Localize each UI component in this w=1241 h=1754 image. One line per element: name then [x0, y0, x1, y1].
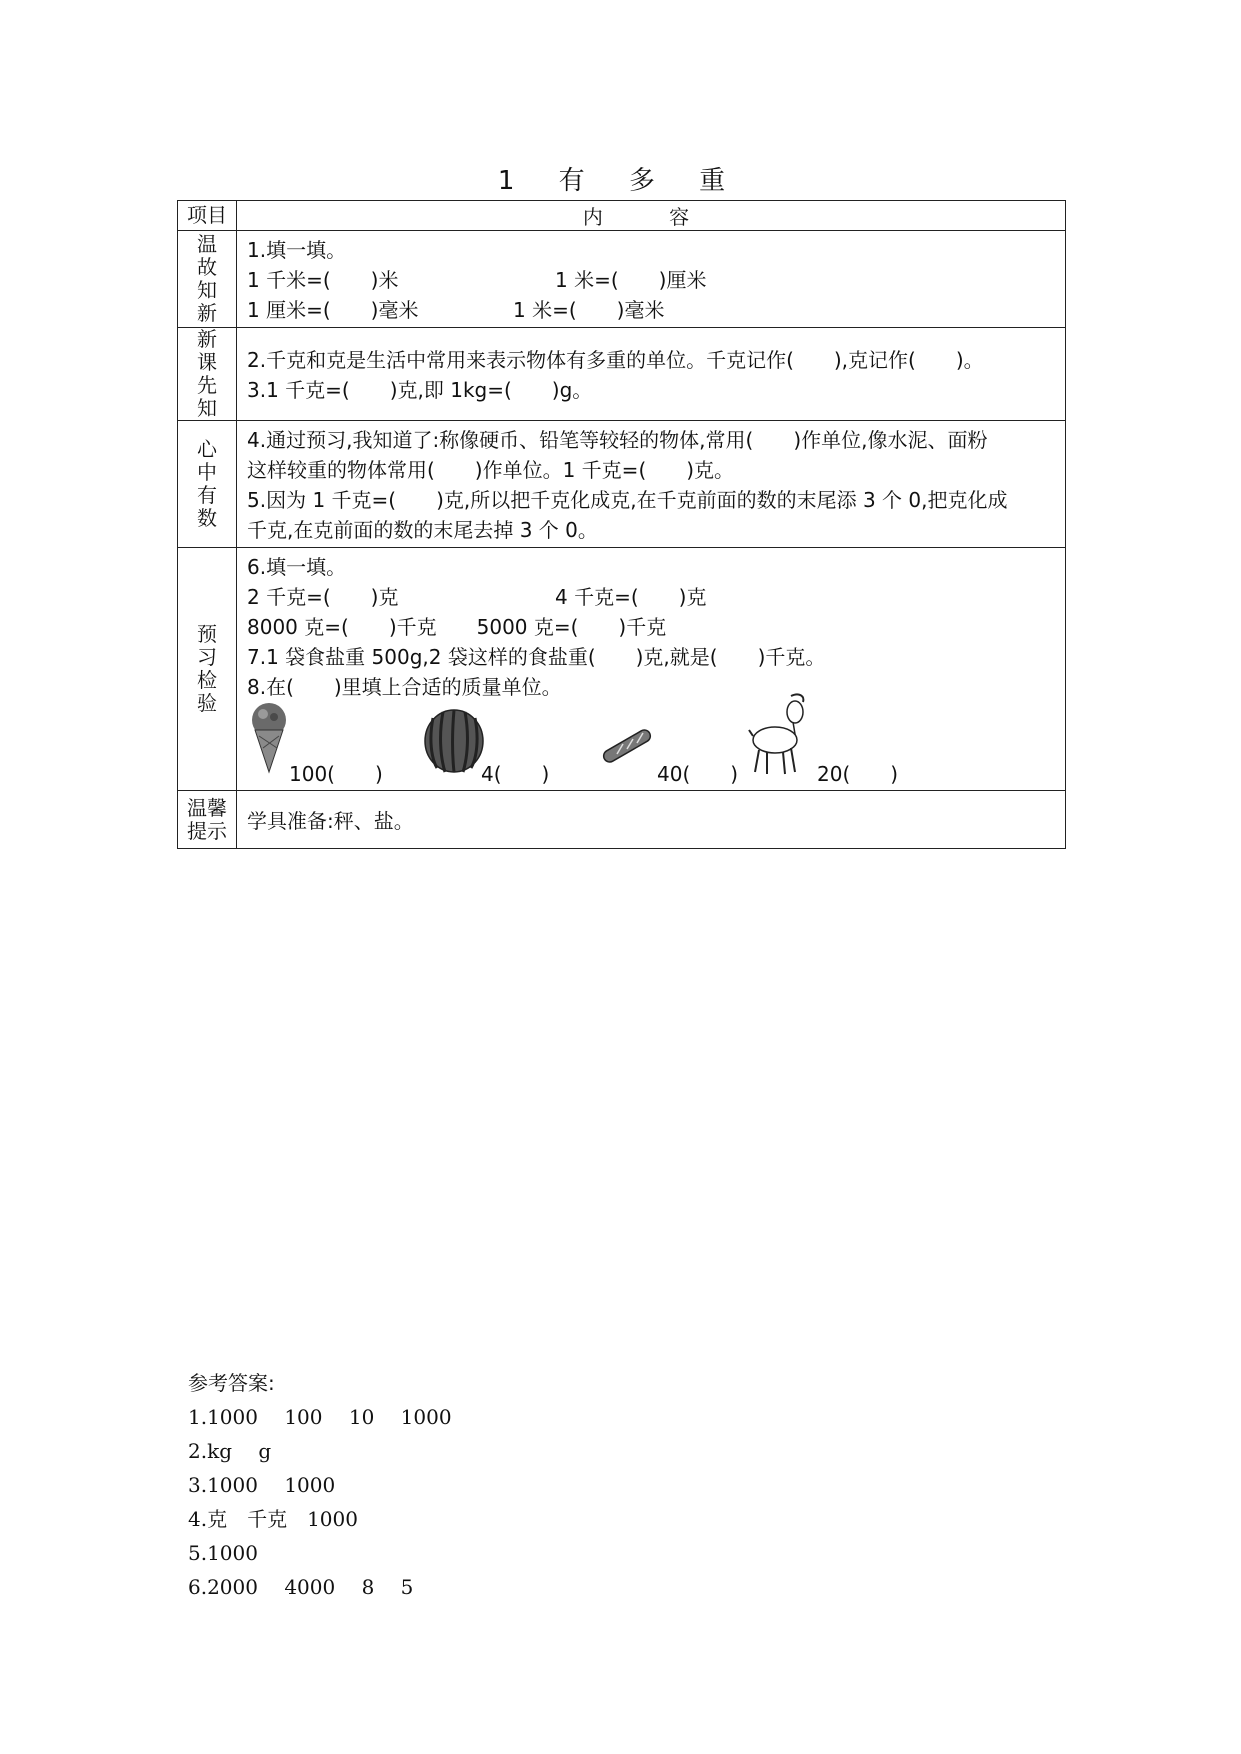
fill-blank: 1 米=( )毫米 — [513, 298, 665, 322]
table-row — [178, 231, 1066, 328]
page-title: 1 有 多 重 — [497, 166, 744, 196]
row-label: 心 中 有 数 — [178, 421, 237, 548]
fill-blank: 2 千克=( )克 — [247, 585, 399, 609]
sausage-icon — [597, 724, 657, 766]
row-content — [237, 548, 1066, 791]
fill-blank: 4 千克=( )克 — [555, 585, 707, 609]
table-row — [178, 791, 1066, 849]
table-row — [178, 328, 1066, 421]
row-content — [237, 791, 1066, 849]
picture-value: 40( ) — [657, 762, 739, 786]
question-line: 3.1 千克=( )克,即 1kg=( )g。 — [247, 378, 593, 402]
answer-item: 2.kg g — [188, 1439, 272, 1463]
picture-value: 4( ) — [481, 762, 550, 786]
answer-item: 5.1000 — [188, 1541, 258, 1565]
tip-line: 学具准备:秤、盐。 — [247, 808, 414, 833]
answer-section — [188, 1366, 452, 1604]
row-content — [237, 328, 1066, 421]
question-line: 2.千克和克是生活中常用来表示物体有多重的单位。千克记作( ),克记作( )。 — [247, 348, 984, 372]
fill-blank: 1 米=( )厘米 — [555, 268, 707, 292]
fill-blank: 1 厘米=( )毫米 — [247, 298, 419, 322]
question-line: 4.通过预习,我知道了:称像硬币、铅笔等较轻的物体,常用( )作单位,像水泥、面粉 — [247, 428, 988, 452]
watermelon-icon — [423, 708, 485, 774]
goat-icon — [747, 690, 811, 778]
fill-blank: 1 千米=( )米 — [247, 268, 399, 292]
row-label: 温馨 提示 — [178, 791, 237, 849]
question-line: 这样较重的物体常用( )作单位。1 千克=( )克。 — [247, 458, 735, 482]
header-content: 内 容 — [237, 201, 1066, 231]
picture-value: 100( ) — [289, 762, 383, 786]
question-line: 8000 克=( )千克 5000 克=( )千克 — [247, 615, 667, 639]
row-content — [237, 231, 1066, 328]
question-line: 7.1 袋食盐重 500g,2 袋这样的食盐重( )克,就是( )千克。 — [247, 645, 826, 669]
answer-item: 6.2000 4000 8 5 — [188, 1575, 414, 1599]
table-row — [178, 548, 1066, 791]
question-line: 8.在( )里填上合适的质量单位。 — [247, 675, 562, 699]
picture-value: 20( ) — [817, 762, 899, 786]
answer-item: 1.1000 100 10 1000 — [188, 1405, 452, 1429]
answer-item: 3.1000 1000 — [188, 1473, 336, 1497]
answers-heading: 参考答案: — [188, 1371, 275, 1395]
question-line: 1.填一填。 — [247, 238, 347, 262]
header-item: 项目 — [178, 201, 237, 231]
question-line: 6.填一填。 — [247, 555, 347, 579]
question-line: 5.因为 1 千克=( )克,所以把千克化成克,在千克前面的数的末尾添 3 个 0,把克化成 — [247, 488, 1008, 512]
row-label: 温 故 知 新 — [178, 231, 237, 328]
preview-table — [177, 200, 1066, 849]
row-label: 新 课 先 知 — [178, 328, 237, 421]
row-content — [237, 421, 1066, 548]
question-line: 千克,在克前面的数的末尾去掉 3 个 0。 — [247, 518, 598, 542]
row-label: 预 习 检 验 — [178, 548, 237, 791]
picture-row — [247, 702, 1055, 788]
ice-cream-icon — [249, 702, 289, 774]
table-row — [178, 421, 1066, 548]
answer-item: 4.克 千克 1000 — [188, 1507, 358, 1531]
